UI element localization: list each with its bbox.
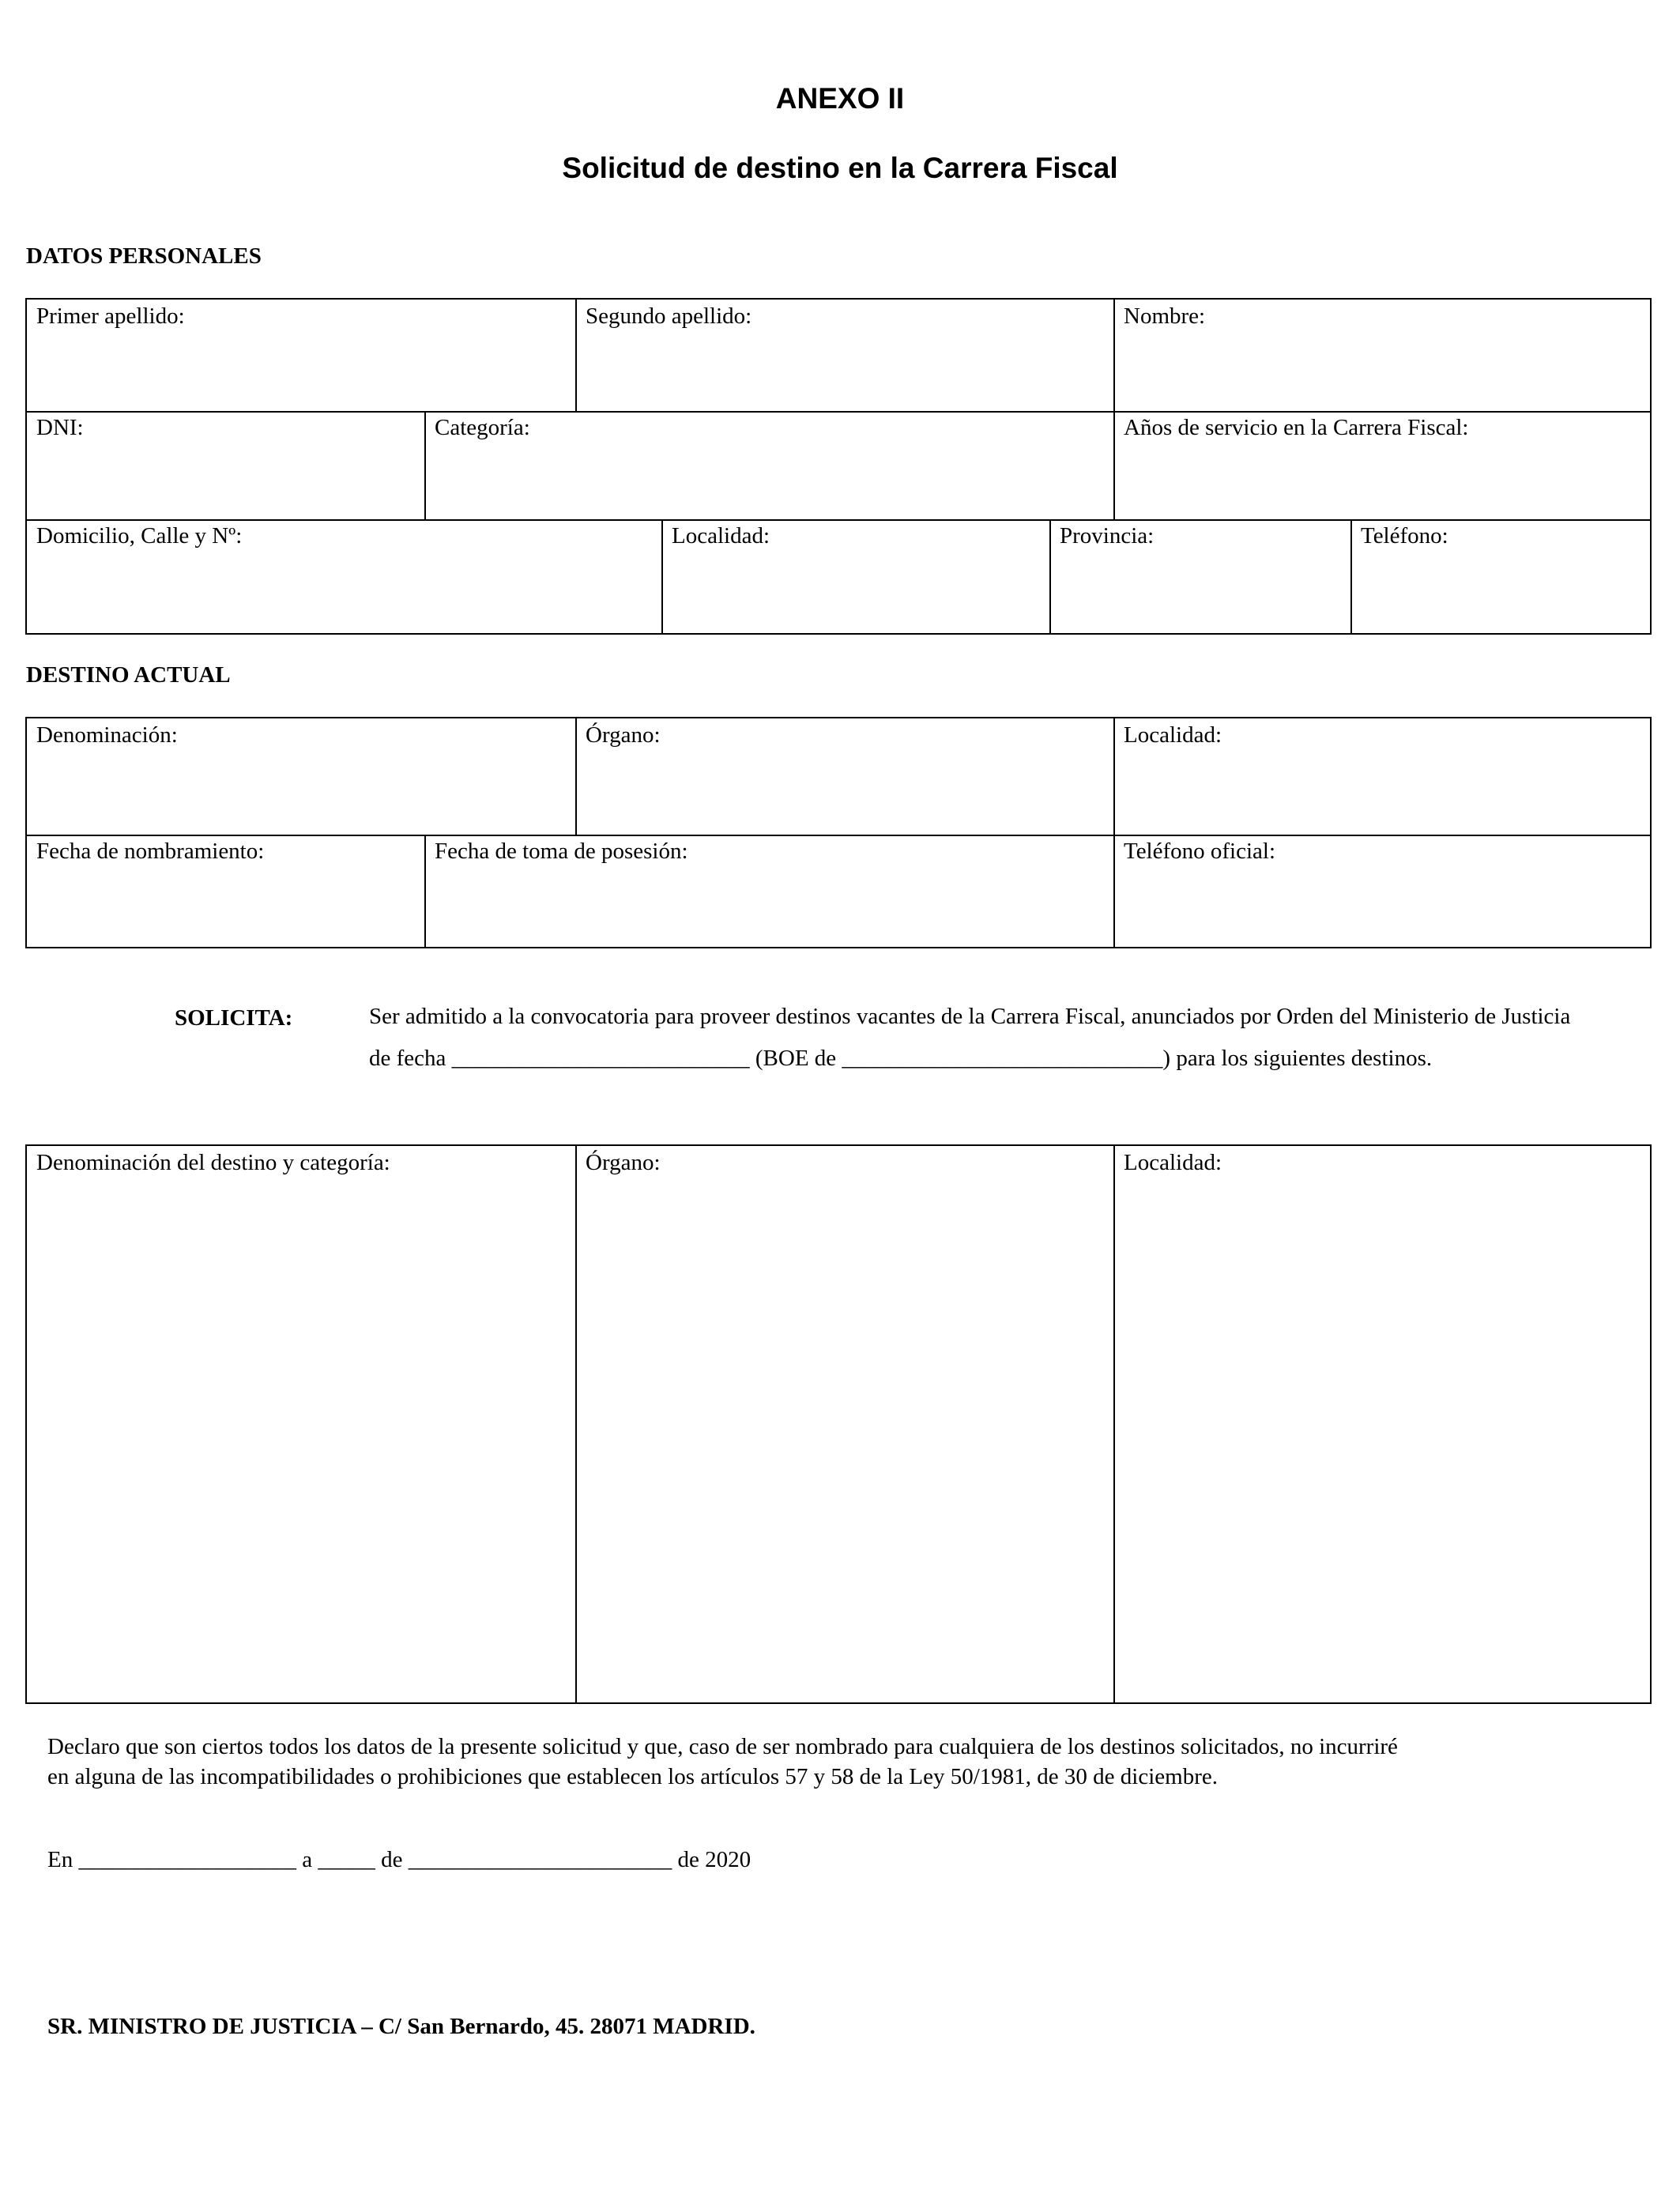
domicilio-field[interactable]: Domicilio, Calle y Nº: [36, 523, 243, 548]
requested-destinations-table [25, 1144, 1652, 1704]
row-divider [27, 835, 1650, 836]
cell-divider [424, 835, 426, 948]
cell-divider [1113, 411, 1115, 519]
nombre-field[interactable]: Nombre: [1124, 303, 1206, 329]
categoria-field[interactable]: Categoría: [435, 415, 530, 440]
cell-divider [575, 1146, 577, 1704]
denominacion-destino-field[interactable]: Denominación del destino y categoría: [36, 1150, 390, 1175]
row-divider [27, 519, 1650, 521]
cell-divider [1113, 718, 1115, 835]
request-text-line2: de fecha __________________________ (BOE de ____________________________) para los siguientes destinos. [369, 1046, 1433, 1071]
telefono-oficial-field[interactable]: Teléfono oficial: [1124, 839, 1276, 864]
localidad-field[interactable]: Localidad: [672, 523, 770, 548]
cell-divider [575, 718, 577, 835]
fecha-nombramiento-field[interactable]: Fecha de nombramiento: [36, 839, 265, 864]
cell-divider [1113, 300, 1115, 411]
localidad-destino-field[interactable]: Localidad: [1124, 1150, 1222, 1175]
organo-field[interactable]: Órgano: [586, 722, 661, 748]
cell-divider [1350, 519, 1352, 635]
organo-destino-field[interactable]: Órgano: [586, 1150, 661, 1175]
segundo-apellido-field[interactable]: Segundo apellido: [586, 303, 752, 329]
solicita-label: SOLICITA: [175, 1005, 293, 1031]
page-title: Solicitud de destino en la Carrera Fiscal [562, 152, 1118, 184]
personal-data-heading: DATOS PERSONALES [26, 243, 262, 269]
dni-field[interactable]: DNI: [36, 415, 84, 440]
request-text-line1: Ser admitido a la convocatoria para proveer destinos vacantes de la Carrera Fiscal, anunciados por Orden del Ministerio de Justicia [369, 1004, 1571, 1029]
provincia-field[interactable]: Provincia: [1060, 523, 1155, 548]
declaration-line2: en alguna de las incompatibilidades o prohibiciones que establecen los artículos 57 y 58 de la Ley 50/1981, de 30 de diciembre. [47, 1764, 1218, 1789]
primer-apellido-field[interactable]: Primer apellido: [36, 303, 185, 329]
cell-divider [1049, 519, 1051, 635]
current-destination-heading: DESTINO ACTUAL [26, 662, 231, 688]
row-divider [27, 411, 1650, 413]
current-destination-table [25, 717, 1652, 948]
declaration-line1: Declaro que son ciertos todos los datos de la presente solicitud y que, caso de ser nombrado para cualquiera de los destinos solicitados, no incurriré [47, 1734, 1398, 1759]
localidad-actual-field[interactable]: Localidad: [1124, 722, 1222, 748]
personal-data-table [25, 298, 1652, 635]
cell-divider [1113, 1146, 1115, 1704]
date-place-line[interactable]: En ___________________ a _____ de _______________________ de 2020 [47, 1847, 751, 1872]
cell-divider [661, 519, 663, 635]
telefono-field[interactable]: Teléfono: [1361, 523, 1448, 548]
recipient-address: SR. MINISTRO DE JUSTICIA – C/ San Bernardo, 45. 28071 MADRID. [47, 2014, 755, 2039]
anos-servicio-field[interactable]: Años de servicio en la Carrera Fiscal: [1124, 415, 1469, 440]
cell-divider [424, 411, 426, 519]
denominacion-field[interactable]: Denominación: [36, 722, 178, 748]
annex-title: ANEXO II [775, 82, 905, 115]
cell-divider [575, 300, 577, 411]
cell-divider [1113, 835, 1115, 948]
fecha-toma-posesion-field[interactable]: Fecha de toma de posesión: [435, 839, 688, 864]
